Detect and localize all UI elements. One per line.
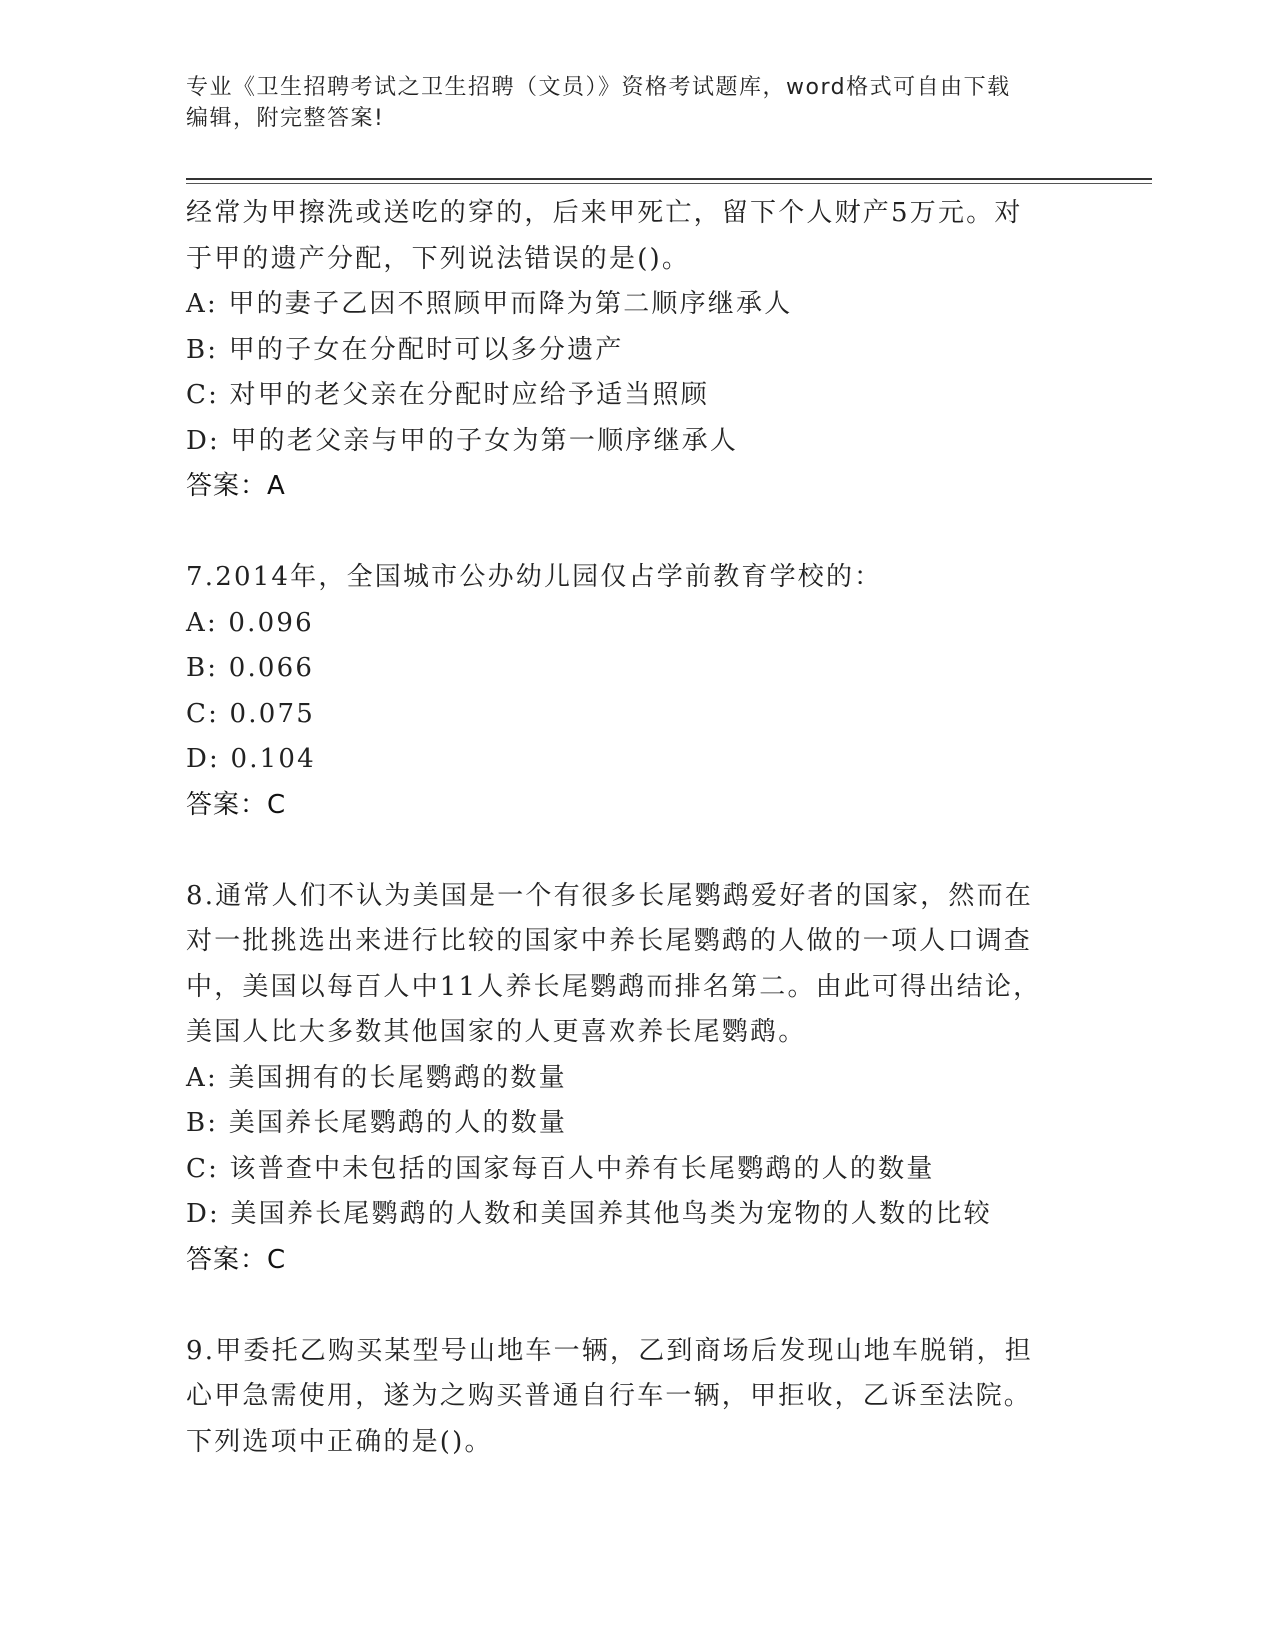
question-8 (186, 874, 1066, 1284)
question-6-option-b: B: 甲的子女在分配时可以多分遗产 (186, 334, 624, 365)
question-9-stem-line: 下列选项中正确的是()。 (186, 1426, 493, 1457)
question-7-option-a: A: 0.096 (186, 607, 314, 638)
question-6-answer: 答案：A (186, 471, 286, 501)
question-6-option-d: D: 甲的老父亲与甲的子女为第一顺序继承人 (186, 425, 739, 456)
header-divider-thin (186, 183, 1152, 184)
question-8-stem-line: 美国人比大多数其他国家的人更喜欢养长尾鹦鹉。 (186, 1017, 807, 1047)
question-6-option-a: A: 甲的妻子乙因不照顾甲而降为第二顺序继承人 (186, 289, 793, 319)
question-8-option-b: B: 美国养长尾鹦鹉的人的数量 (186, 1108, 568, 1138)
question-9 (186, 1329, 1066, 1466)
question-8-option-a: A: 美国拥有的长尾鹦鹉的数量 (186, 1062, 567, 1093)
header-line-1: 专业《卫生招聘考试之卫生招聘（文员）》资格考试题库，word格式可自由下载 (186, 75, 1011, 100)
document-header (186, 72, 1086, 134)
question-6-stem-line: 于甲的遗产分配，下列说法错误的是()。 (186, 243, 691, 274)
question-6 (186, 191, 1066, 510)
question-6-stem-line: 经常为甲擦洗或送吃的穿的，后来甲死亡，留下个人财产5万元。对 (186, 198, 1023, 228)
question-7-option-b: B: 0.066 (186, 653, 315, 683)
question-8-stem-line: 中，美国以每百人中11人养长尾鹦鹉而排名第二。由此可得出结论， (186, 971, 1042, 1002)
question-8-stem-line: 对一批挑选出来进行比较的国家中养长尾鹦鹉的人做的一项人口调查 (186, 926, 1033, 956)
question-8-option-c: C: 该普查中未包括的国家每百人中养有长尾鹦鹉的人的数量 (186, 1153, 935, 1184)
question-9-stem-line: 9.甲委托乙购买某型号山地车一辆，乙到商场后发现山地车脱销，担 (186, 1335, 1034, 1366)
header-divider-thick (186, 178, 1152, 180)
question-7-option-d: D: 0.104 (186, 744, 316, 774)
question-7-stem-line: 7.2014年，全国城市公办幼儿园仅占学前教育学校的： (186, 562, 883, 592)
question-8-answer: 答案：C (186, 1244, 287, 1275)
question-6-option-c: C: 对甲的老父亲在分配时应给予适当照顾 (186, 380, 709, 410)
question-8-stem-line: 8.通常人们不认为美国是一个有很多长尾鹦鹉爱好者的国家，然而在 (186, 880, 1034, 911)
question-8-option-d: D: 美国养长尾鹦鹉的人数和美国养其他鸟类为宠物的人数的比较 (186, 1199, 992, 1229)
question-7-option-c: C: 0.075 (186, 698, 315, 729)
header-line-2: 编辑，附完整答案! (186, 106, 385, 131)
document-body (186, 191, 1066, 1465)
spacer (186, 1283, 1066, 1329)
question-7 (186, 555, 1066, 828)
spacer (186, 510, 1066, 556)
question-9-stem-line: 心甲急需使用，遂为之购买普通自行车一辆，甲拒收，乙诉至法院。 (186, 1381, 1033, 1411)
spacer (186, 828, 1066, 874)
question-7-answer: 答案：C (186, 789, 287, 820)
